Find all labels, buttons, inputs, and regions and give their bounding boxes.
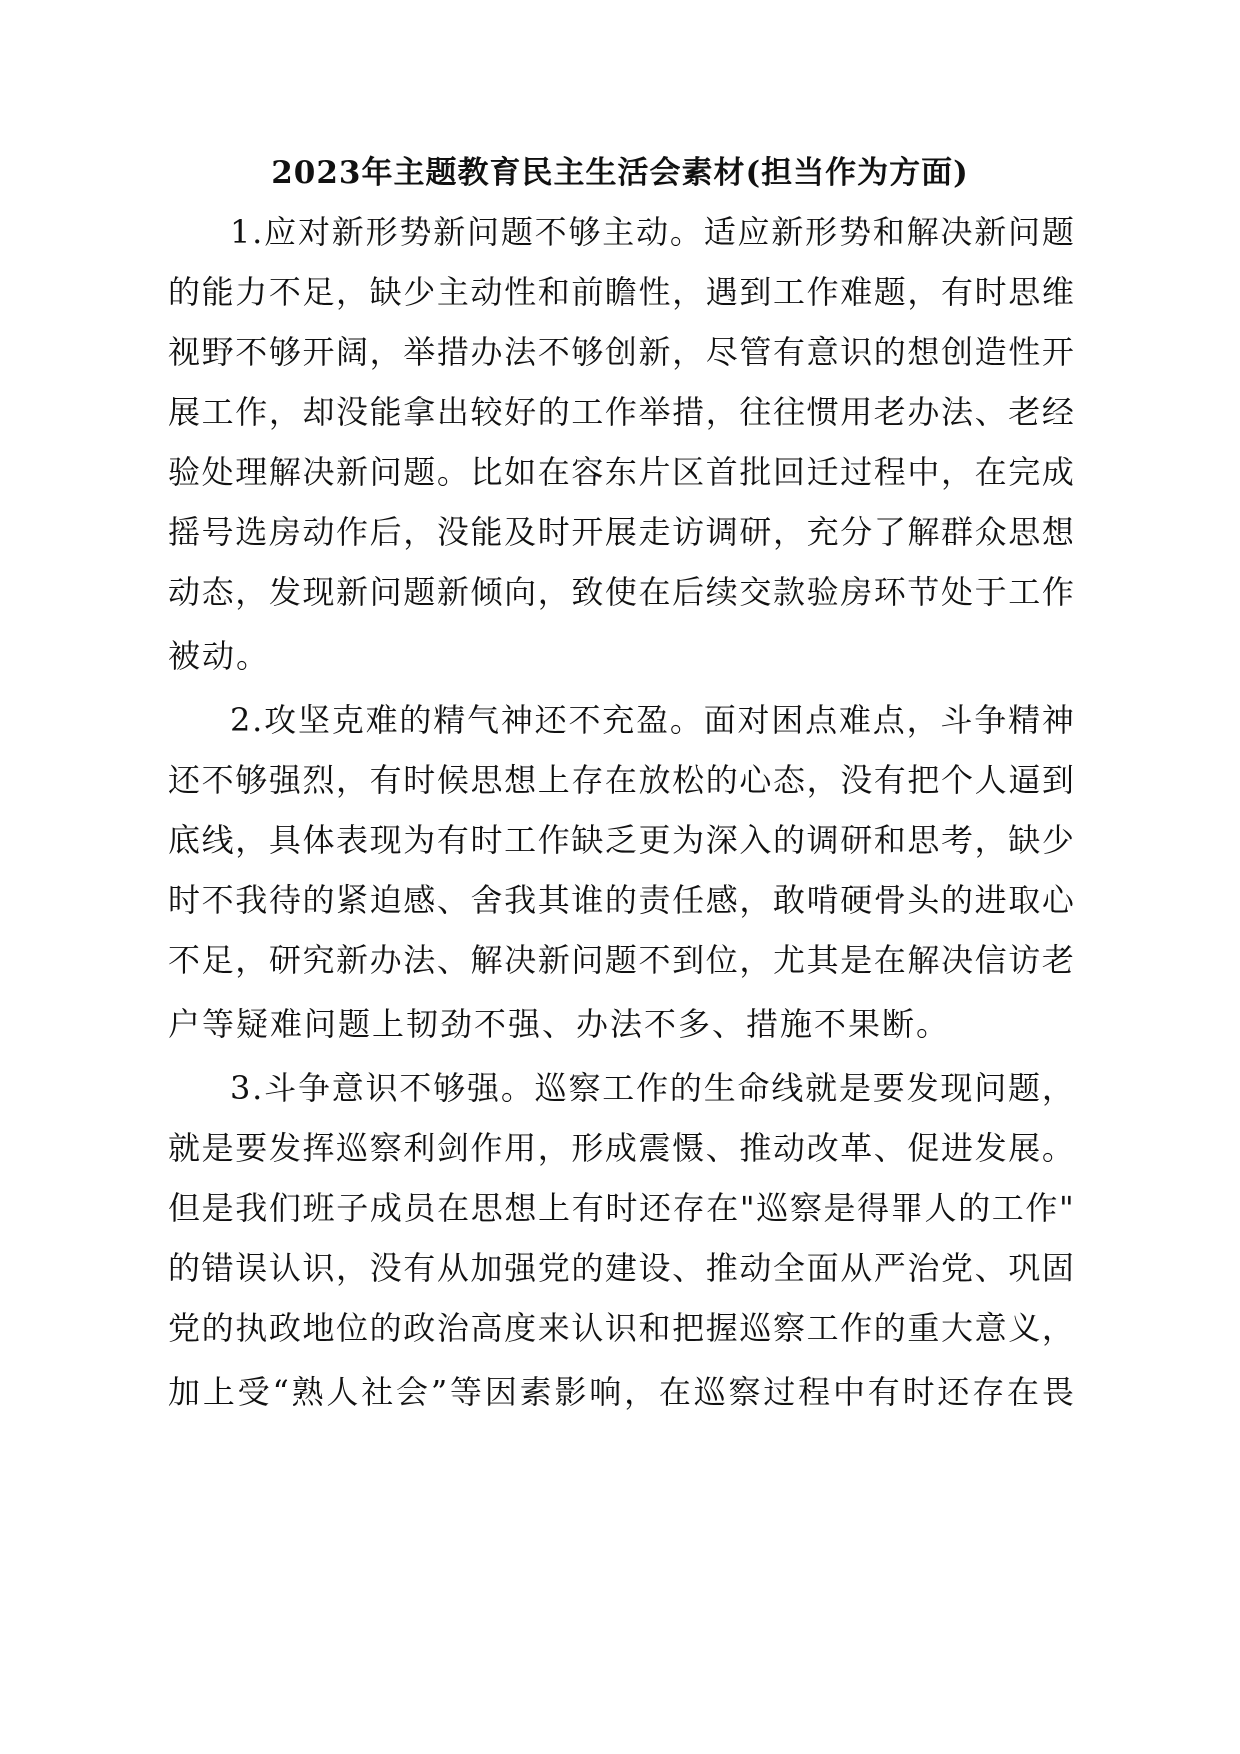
- body-line: 不 足 ， 研 究 新 办 法 、 解 决 新 问 题 不 到 位 ， 尤 其 是 在 解 决 信 访 老: [168, 941, 1074, 979]
- body-line: 底 线 ， 具 体 表 现 为 有 时 工 作 缺 乏 更 为 深 入 的 调 研 和 思 考 ， 缺 少: [168, 821, 1074, 859]
- body-line: 的 能 力 不 足 ， 缺 少 主 动 性 和 前 瞻 性 ， 遇 到 工 作 难 题 ， 有 时 思 维: [168, 273, 1074, 311]
- body-line: 的 错 误 认 识 ， 没 有 从 加 强 党 的 建 设 、 推 动 全 面 从 严 治 党 、 巩 固: [168, 1249, 1074, 1287]
- body-line: 2 . 攻 坚 克 难 的 精 气 神 还 不 充 盈 。 面 对 困 点 难 点 ， 斗 争 精 神: [230, 701, 1074, 739]
- body-line: 还 不 够 强 烈 ， 有 时 候 思 想 上 存 在 放 松 的 心 态 ， 没 有 把 个 人 逼 到: [168, 761, 1074, 799]
- body-line: 党 的 执 政 地 位 的 政 治 高 度 来 认 识 和 把 握 巡 察 工 作 的 重 大 意 义 ，: [168, 1309, 1074, 1347]
- document-title: 2023年主题教育民主生活会素材(担当作为方面): [271, 155, 969, 191]
- body-line: 但 是 我 们 班 子 成 员 在 思 想 上 有 时 还 存 在 " 巡 察 是 得 罪 人 的 工 作 ": [168, 1189, 1074, 1227]
- body-line: 户等疑难问题上韧劲不强、办法不多、措施不果断。: [168, 1005, 951, 1043]
- body-line: 就 是 要 发 挥 巡 察 利 剑 作 用 ， 形 成 震 慑 、 推 动 改 革 、 促 进 发 展 。: [168, 1129, 1074, 1167]
- body-line: 时 不 我 待 的 紧 迫 感 、 舍 我 其 谁 的 责 任 感 ， 敢 啃 硬 骨 头 的 进 取 心: [168, 881, 1074, 919]
- body-line: 动 态 ， 发 现 新 问 题 新 倾 向 ， 致 使 在 后 续 交 款 验 房 环 节 处 于 工 作: [168, 573, 1074, 611]
- body-line: 1 . 应 对 新 形 势 新 问 题 不 够 主 动 。 适 应 新 形 势 和 解 决 新 问 题: [230, 213, 1074, 251]
- body-line: 摇 号 选 房 动 作 后 ， 没 能 及 时 开 展 走 访 调 研 ， 充 分 了 解 群 众 思 想: [168, 513, 1074, 551]
- body-line: 加 上 受 “ 熟 人 社 会 ” 等 因 素 影 响 ， 在 巡 察 过 程 中 有 时 还 存 在 畏: [168, 1373, 1074, 1411]
- body-line: 验 处 理 解 决 新 问 题 。 比 如 在 容 东 片 区 首 批 回 迁 过 程 中 ， 在 完 成: [168, 453, 1074, 491]
- body-line: 3 . 斗 争 意 识 不 够 强 。 巡 察 工 作 的 生 命 线 就 是 要 发 现 问 题 ，: [230, 1069, 1074, 1107]
- body-line: 被动。: [168, 637, 271, 675]
- body-line: 视 野 不 够 开 阔 ， 举 措 办 法 不 够 创 新 ， 尽 管 有 意 识 的 想 创 造 性 开: [168, 333, 1074, 371]
- body-line: 展 工 作 ， 却 没 能 拿 出 较 好 的 工 作 举 措 ， 往 往 惯 用 老 办 法 、 老 经: [168, 393, 1074, 431]
